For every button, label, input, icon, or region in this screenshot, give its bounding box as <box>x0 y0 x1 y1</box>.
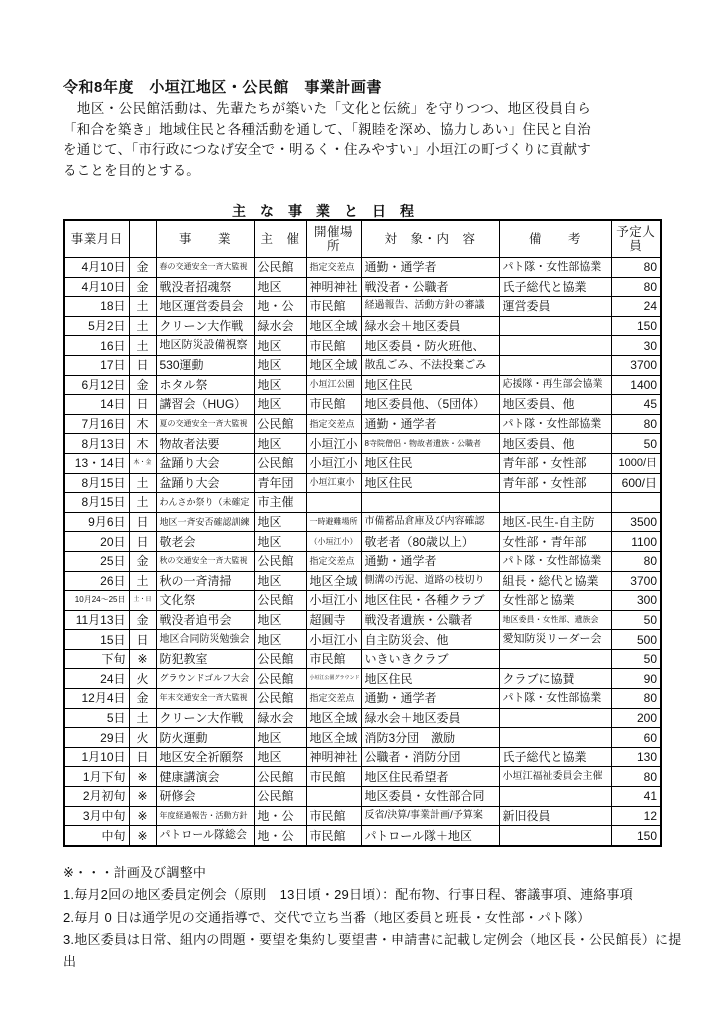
cell-organizer: 地区 <box>254 747 306 767</box>
footnote-line: ※・・・計画及び調整中 <box>63 865 207 880</box>
cell-organizer: 公民館 <box>254 258 306 278</box>
intro-paragraph: 地区・公民館活動は、先輩たちが築いた「文化と伝統」を守りつつ、地区役員自ら「和合を築き」地域住民と各種活動を通して、「親睦を深め、協力しあい」住民と自治を通じて、「市行政につなげ安全で・明るく・住みやすい」小垣江の町づくりに貢献することを目的とする。 <box>63 101 591 178</box>
cell-venue: 市民館 <box>306 826 361 846</box>
cell-organizer: 地区 <box>254 375 306 395</box>
cell-count: 24 <box>611 297 661 317</box>
cell-event: 地区安全祈願祭 <box>156 747 254 767</box>
cell-venue: 小垣江東小 <box>306 473 361 493</box>
table-row <box>64 336 661 356</box>
table-header-cell: 備 考 <box>499 220 611 258</box>
cell-day: 土 <box>129 493 156 513</box>
cell-count: 150 <box>611 826 661 846</box>
cell-event: 講習会（HUG） <box>156 395 254 415</box>
section-title: 主 な 事 業 と 日 程 <box>232 203 414 219</box>
cell-event: クリーン大作戦 <box>156 316 254 336</box>
cell-day: 土 <box>129 336 156 356</box>
cell-count: 45 <box>611 395 661 415</box>
cell-count: 80 <box>611 258 661 278</box>
cell-count: 50 <box>611 610 661 630</box>
cell-content: 公職者・消防分団 <box>361 747 499 767</box>
cell-venue: 神明神社 <box>306 277 361 297</box>
cell-count: 200 <box>611 708 661 728</box>
cell-note <box>499 493 611 513</box>
cell-count: 500 <box>611 630 661 650</box>
cell-date: 8月15日 <box>64 473 129 493</box>
cell-count: 150 <box>611 316 661 336</box>
cell-date: 17日 <box>64 355 129 375</box>
cell-date: 3月中旬 <box>64 806 129 826</box>
cell-note: パト隊・女性部協業 <box>499 551 611 571</box>
cell-venue: 小垣江小 <box>306 630 361 650</box>
cell-content: 市備蓄品倉庫及び内容確認 <box>361 512 499 532</box>
cell-content: 戦没者遺族・公職者 <box>361 610 499 630</box>
footnote-line: 1.毎月2回の地区委員定例会（原則 13日頃・29日頃）：配布物、行事日程、審議事項、連絡事項 <box>63 887 633 903</box>
table-row <box>64 258 661 278</box>
cell-venue: 一時避難場所 <box>306 512 361 532</box>
cell-count: 60 <box>611 728 661 748</box>
cell-content: 地区住民 <box>361 453 499 473</box>
cell-venue: （小垣江小） <box>306 532 361 552</box>
cell-count: 12 <box>611 806 661 826</box>
cell-event: 文化祭 <box>156 591 254 611</box>
cell-organizer: 地区 <box>254 336 306 356</box>
table-row <box>64 277 661 297</box>
cell-organizer: 公民館 <box>254 689 306 709</box>
cell-day: ※ <box>129 649 156 669</box>
cell-date: 1月下旬 <box>64 767 129 787</box>
cell-venue: 地区全域 <box>306 355 361 375</box>
cell-event: 盆踊り大会 <box>156 453 254 473</box>
cell-count: 30 <box>611 336 661 356</box>
cell-count: 80 <box>611 767 661 787</box>
cell-count: 80 <box>611 689 661 709</box>
cell-organizer: 地・公 <box>254 297 306 317</box>
cell-note: 氏子総代と協業 <box>499 277 611 297</box>
cell-venue: 小垣江公園グラウンド <box>306 669 361 689</box>
table-row <box>64 297 661 317</box>
cell-day: 日 <box>129 395 156 415</box>
cell-event: 地区合同防災勉強会 <box>156 630 254 650</box>
cell-venue: 指定交差点 <box>306 689 361 709</box>
cell-count: 50 <box>611 649 661 669</box>
cell-event: 地区運営委員会 <box>156 297 254 317</box>
cell-day: 火 <box>129 669 156 689</box>
cell-note <box>499 826 611 846</box>
cell-note: パト隊・女性部協業 <box>499 689 611 709</box>
cell-organizer: 公民館 <box>254 591 306 611</box>
cell-event: 年度経過報告・活動方針 <box>156 806 254 826</box>
cell-organizer: 公民館 <box>254 551 306 571</box>
cell-organizer: 地区 <box>254 610 306 630</box>
cell-venue: 地区全域 <box>306 571 361 591</box>
cell-event: 防火運動 <box>156 728 254 748</box>
cell-organizer: 緑水会 <box>254 316 306 336</box>
cell-event: 敬老会 <box>156 532 254 552</box>
cell-count: 80 <box>611 551 661 571</box>
table-header <box>64 220 661 258</box>
cell-event: 研修会 <box>156 787 254 807</box>
cell-venue: 指定交差点 <box>306 551 361 571</box>
cell-content: 地区住民希望者 <box>361 767 499 787</box>
cell-note: 女性部と協業 <box>499 591 611 611</box>
cell-note: 新旧役員 <box>499 806 611 826</box>
cell-content <box>361 493 499 513</box>
cell-day: 土・日 <box>129 591 156 611</box>
cell-day: 金 <box>129 689 156 709</box>
cell-venue: 市民館 <box>306 767 361 787</box>
cell-day: 金 <box>129 551 156 571</box>
cell-organizer: 公民館 <box>254 669 306 689</box>
cell-date: 20日 <box>64 532 129 552</box>
cell-note: 応援隊・再生部会協業 <box>499 375 611 395</box>
cell-content: 通勤・通学者 <box>361 689 499 709</box>
table-row <box>64 708 661 728</box>
cell-note <box>499 316 611 336</box>
cell-venue: 市民館 <box>306 649 361 669</box>
cell-content: 散乱ごみ、不法投棄ごみ <box>361 355 499 375</box>
cell-event: 秋の交通安全一斉大監視 <box>156 551 254 571</box>
cell-venue: 地区全域 <box>306 728 361 748</box>
cell-day: 金 <box>129 277 156 297</box>
table-row <box>64 728 661 748</box>
cell-venue: 小垣江小 <box>306 434 361 454</box>
table-row <box>64 375 661 395</box>
cell-organizer: 公民館 <box>254 787 306 807</box>
cell-date: 8月15日 <box>64 493 129 513</box>
table-row <box>64 747 661 767</box>
cell-venue: 地区全域 <box>306 316 361 336</box>
cell-organizer: 公民館 <box>254 649 306 669</box>
cell-note: クラブに協賛 <box>499 669 611 689</box>
cell-date: 15日 <box>64 630 129 650</box>
cell-content: 地区住民 <box>361 375 499 395</box>
cell-venue: 指定交差点 <box>306 414 361 434</box>
cell-note: 地区委員、他 <box>499 395 611 415</box>
table-header-cell: 事業月日 <box>64 220 129 258</box>
table-row <box>64 316 661 336</box>
cell-organizer: 地区 <box>254 728 306 748</box>
cell-venue: 小垣江公園 <box>306 375 361 395</box>
schedule-table <box>63 219 662 847</box>
cell-content: 地区住民・各種クラブ <box>361 591 499 611</box>
cell-date: 16日 <box>64 336 129 356</box>
cell-event: 秋の一斉清掃 <box>156 571 254 591</box>
table-row <box>64 414 661 434</box>
table-row <box>64 512 661 532</box>
footnotes <box>63 862 683 974</box>
table-row <box>64 591 661 611</box>
cell-content: 消防3分団 激励 <box>361 728 499 748</box>
cell-content: 通勤・通学者 <box>361 551 499 571</box>
cell-organizer: 公民館 <box>254 453 306 473</box>
cell-day: 日 <box>129 512 156 532</box>
cell-count: 300 <box>611 591 661 611</box>
cell-event: 夏の交通安全一斉大監視 <box>156 414 254 434</box>
cell-day: 火 <box>129 728 156 748</box>
table-row <box>64 434 661 454</box>
table-row <box>64 395 661 415</box>
cell-organizer: 地区 <box>254 532 306 552</box>
cell-event: 戦没者追弔会 <box>156 610 254 630</box>
cell-date: 18日 <box>64 297 129 317</box>
footnote-line: 2.毎月 0 日は通学児の交通指導で、交代で立ち当番（地区委員と班長・女性部・パト隊） <box>63 909 591 925</box>
table-row <box>64 669 661 689</box>
cell-day: 木 <box>129 434 156 454</box>
cell-event: 530運動 <box>156 355 254 375</box>
cell-day: 金 <box>129 610 156 630</box>
table-row <box>64 532 661 552</box>
table-row <box>64 767 661 787</box>
cell-note: 青年部・女性部 <box>499 453 611 473</box>
cell-day: 土 <box>129 571 156 591</box>
cell-day: 土 <box>129 473 156 493</box>
table-row <box>64 551 661 571</box>
cell-organizer: 地・公 <box>254 826 306 846</box>
cell-day: 土 <box>129 297 156 317</box>
cell-content: 反省/決算/事業計画/予算案 <box>361 806 499 826</box>
table-header-cell: 事 業 <box>156 220 254 258</box>
cell-event: 地区一斉安否確認訓練 <box>156 512 254 532</box>
cell-day: 土 <box>129 708 156 728</box>
cell-count: 3700 <box>611 571 661 591</box>
cell-content: 8寺院僧侶・物故者遺族・公職者 <box>361 434 499 454</box>
cell-content: 地区委員他、（5団体） <box>361 395 499 415</box>
cell-date: 4月10日 <box>64 277 129 297</box>
cell-note <box>499 355 611 375</box>
cell-venue: 神明神社 <box>306 747 361 767</box>
cell-date: 24日 <box>64 669 129 689</box>
cell-event: 盆踊り大会 <box>156 473 254 493</box>
cell-note <box>499 787 611 807</box>
cell-venue: 超圓寺 <box>306 610 361 630</box>
table-row <box>64 473 661 493</box>
cell-note: 愛知防災リーダー会 <box>499 630 611 650</box>
cell-note <box>499 708 611 728</box>
cell-note: 女性部・青年部 <box>499 532 611 552</box>
cell-venue: 指定交差点 <box>306 258 361 278</box>
cell-count: 3500 <box>611 512 661 532</box>
cell-event: グラウンドゴルフ大会 <box>156 669 254 689</box>
cell-content: 地区委員・防火班他、 <box>361 336 499 356</box>
cell-date: 1月10日 <box>64 747 129 767</box>
cell-day: ※ <box>129 826 156 846</box>
cell-event: ホタル祭 <box>156 375 254 395</box>
cell-event: 年末交通安全一斉大監視 <box>156 689 254 709</box>
cell-content: 戦没者・公職者 <box>361 277 499 297</box>
cell-day: 木 <box>129 414 156 434</box>
cell-event: 地区防災設備視察 <box>156 336 254 356</box>
table-row <box>64 649 661 669</box>
cell-date: 2月初旬 <box>64 787 129 807</box>
cell-venue <box>306 787 361 807</box>
cell-content: 自主防災会、他 <box>361 630 499 650</box>
cell-organizer: 地区 <box>254 395 306 415</box>
table-body <box>64 258 661 846</box>
cell-count <box>611 493 661 513</box>
cell-count: 1000/日 <box>611 453 661 473</box>
cell-count: 90 <box>611 669 661 689</box>
cell-day: 日 <box>129 747 156 767</box>
cell-day: 金 <box>129 375 156 395</box>
table-row <box>64 806 661 826</box>
cell-date: 8月13日 <box>64 434 129 454</box>
cell-day: 木・金 <box>129 453 156 473</box>
table-row <box>64 787 661 807</box>
cell-venue: 小垣江小 <box>306 453 361 473</box>
cell-date: 7月16日 <box>64 414 129 434</box>
table-row <box>64 571 661 591</box>
table-row <box>64 610 661 630</box>
table-header-cell <box>129 220 156 258</box>
cell-organizer: 公民館 <box>254 767 306 787</box>
cell-note: 地区委員、他 <box>499 434 611 454</box>
cell-count: 1100 <box>611 532 661 552</box>
cell-note: 小垣江福祉委員会主催 <box>499 767 611 787</box>
cell-date: 29日 <box>64 728 129 748</box>
cell-venue: 市民館 <box>306 395 361 415</box>
cell-date: 5月2日 <box>64 316 129 336</box>
cell-event: 防犯教室 <box>156 649 254 669</box>
table-row <box>64 826 661 846</box>
cell-day: ※ <box>129 787 156 807</box>
cell-day: 日 <box>129 630 156 650</box>
cell-note: パト隊・女性部協業 <box>499 414 611 434</box>
cell-note <box>499 728 611 748</box>
cell-date: 13・14日 <box>64 453 129 473</box>
cell-event: クリーン大作戦 <box>156 708 254 728</box>
cell-count: 130 <box>611 747 661 767</box>
cell-day: ※ <box>129 767 156 787</box>
cell-count: 600/日 <box>611 473 661 493</box>
cell-content: 敬老者（80歳以上） <box>361 532 499 552</box>
table-header-row <box>64 220 661 258</box>
cell-date: 下旬 <box>64 649 129 669</box>
cell-count: 41 <box>611 787 661 807</box>
cell-venue: 市民館 <box>306 336 361 356</box>
cell-organizer: 地区 <box>254 512 306 532</box>
cell-organizer: 地区 <box>254 355 306 375</box>
cell-date: 6月12日 <box>64 375 129 395</box>
cell-event: 戦没者招魂祭 <box>156 277 254 297</box>
cell-organizer: 緑水会 <box>254 708 306 728</box>
cell-day: 日 <box>129 355 156 375</box>
cell-note: 運営委員 <box>499 297 611 317</box>
cell-day: 金 <box>129 258 156 278</box>
cell-content: 通勤・通学者 <box>361 258 499 278</box>
cell-organizer: 地区 <box>254 277 306 297</box>
cell-date: 10月24～25日 <box>64 591 129 611</box>
cell-content: 緑水会＋地区委員 <box>361 316 499 336</box>
table-header-cell: 主 催 <box>254 220 306 258</box>
cell-venue <box>306 493 361 513</box>
table-header-cell: 開催場所 <box>306 220 361 258</box>
cell-date: 26日 <box>64 571 129 591</box>
cell-note <box>499 336 611 356</box>
table-header-cell: 対 象・内 容 <box>361 220 499 258</box>
cell-content: いきいきクラブ <box>361 649 499 669</box>
cell-content: 側溝の汚泥、道路の枝切り <box>361 571 499 591</box>
table-row <box>64 493 661 513</box>
table-row <box>64 689 661 709</box>
cell-count: 50 <box>611 434 661 454</box>
cell-note: 青年部・女性部 <box>499 473 611 493</box>
cell-organizer: 青年団 <box>254 473 306 493</box>
cell-day: 日 <box>129 532 156 552</box>
cell-note: パト隊・女性部協業 <box>499 258 611 278</box>
table-row <box>64 630 661 650</box>
footnote-line: 3.地区委員は日常、組内の問題・要望を集約し要望書・申請書に記載し定例会（地区長・公民館長）に提出 <box>63 932 682 970</box>
cell-content: 経過報告、活動方針の審議 <box>361 297 499 317</box>
cell-organizer: 地区 <box>254 434 306 454</box>
cell-count: 80 <box>611 277 661 297</box>
cell-organizer: 地区 <box>254 630 306 650</box>
table-row <box>64 355 661 375</box>
cell-note: 組長・総代と協業 <box>499 571 611 591</box>
cell-date: 中旬 <box>64 826 129 846</box>
table-header-cell: 予定人員 <box>611 220 661 258</box>
cell-content: 緑水会＋地区委員 <box>361 708 499 728</box>
cell-date: 11月13日 <box>64 610 129 630</box>
cell-count: 80 <box>611 414 661 434</box>
cell-event: 春の交通安全一斉大監視 <box>156 258 254 278</box>
cell-note <box>499 649 611 669</box>
cell-content: パトロール隊＋地区 <box>361 826 499 846</box>
cell-count: 1400 <box>611 375 661 395</box>
cell-venue: 小垣江小 <box>306 591 361 611</box>
cell-event: 物故者法要 <box>156 434 254 454</box>
cell-venue: 市民館 <box>306 806 361 826</box>
cell-day: 土 <box>129 316 156 336</box>
cell-event: パトロール隊総会 <box>156 826 254 846</box>
cell-note: 地区-民生-自主防 <box>499 512 611 532</box>
cell-event: 健康講演会 <box>156 767 254 787</box>
cell-count: 3700 <box>611 355 661 375</box>
cell-organizer: 地・公 <box>254 806 306 826</box>
cell-date: 25日 <box>64 551 129 571</box>
table-row <box>64 453 661 473</box>
cell-organizer: 市主催 <box>254 493 306 513</box>
cell-date: 5日 <box>64 708 129 728</box>
cell-date: 14日 <box>64 395 129 415</box>
cell-content: 通勤・通学者 <box>361 414 499 434</box>
cell-content: 地区住民 <box>361 669 499 689</box>
cell-event: わんさか祭り（未確定 <box>156 493 254 513</box>
page-title: 令和8年度 小垣江地区・公民館 事業計画書 <box>63 79 382 96</box>
cell-note: 地区委員・女性部、遺族会 <box>499 610 611 630</box>
cell-organizer: 公民館 <box>254 414 306 434</box>
cell-content: 地区委員・女性部合同 <box>361 787 499 807</box>
cell-day: ※ <box>129 806 156 826</box>
cell-date: 12月4日 <box>64 689 129 709</box>
cell-organizer: 地区 <box>254 571 306 591</box>
cell-content: 地区住民 <box>361 473 499 493</box>
cell-note: 氏子総代と協業 <box>499 747 611 767</box>
cell-venue: 市民館 <box>306 297 361 317</box>
cell-venue: 地区全域 <box>306 708 361 728</box>
cell-date: 9月6日 <box>64 512 129 532</box>
cell-date: 4月10日 <box>64 258 129 278</box>
